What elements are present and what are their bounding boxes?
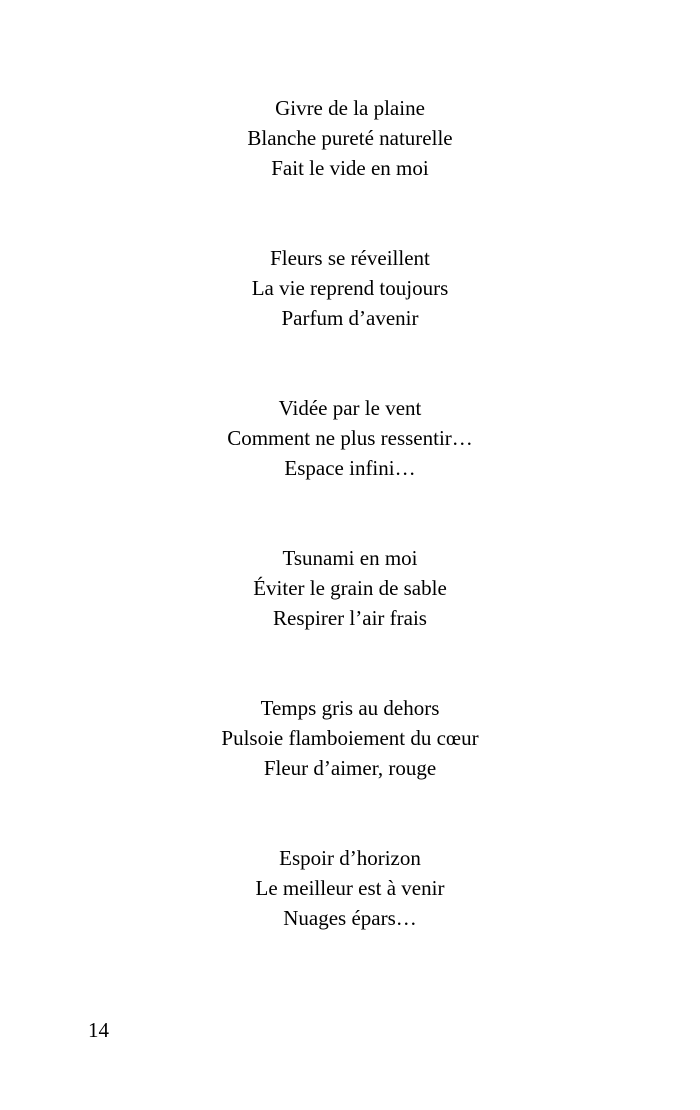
poem-line: Givre de la plaine xyxy=(275,96,425,120)
poem-line: Espoir d’horizon xyxy=(279,846,421,870)
poem-line: Le meilleur est à venir xyxy=(255,876,445,900)
poem-line: Pulsoie flamboiement du cœur xyxy=(221,726,479,750)
poem-line: Fleurs se réveillent xyxy=(270,246,430,270)
poem-stanza-4 xyxy=(0,543,700,633)
poem-line: Vidée par le vent xyxy=(278,396,422,420)
poem-line: Tsunami en moi xyxy=(282,546,418,570)
poem-line: Comment ne plus ressentir… xyxy=(227,426,473,450)
poem-line: Nuages épars… xyxy=(283,906,417,930)
poem-line: Blanche pureté naturelle xyxy=(247,126,453,150)
poem-line: Fait le vide en moi xyxy=(271,156,429,180)
poem-stanza-6 xyxy=(0,843,700,933)
poem-line: Espace infini… xyxy=(284,456,416,480)
poem-stanza-2 xyxy=(0,243,700,333)
poem-line: La vie reprend toujours xyxy=(251,276,449,300)
poem-stanza-1 xyxy=(0,93,700,183)
poem-line: Respirer l’air frais xyxy=(273,606,427,630)
poem-line: Éviter le grain de sable xyxy=(253,576,447,600)
poem-line: Temps gris au dehors xyxy=(260,696,440,720)
poem-stanza-3 xyxy=(0,393,700,483)
poem-line: Parfum d’avenir xyxy=(281,306,419,330)
poem-line: Fleur d’aimer, rouge xyxy=(263,756,437,780)
page-number: 14 xyxy=(88,1018,109,1042)
poem-stanza-5 xyxy=(0,693,700,783)
